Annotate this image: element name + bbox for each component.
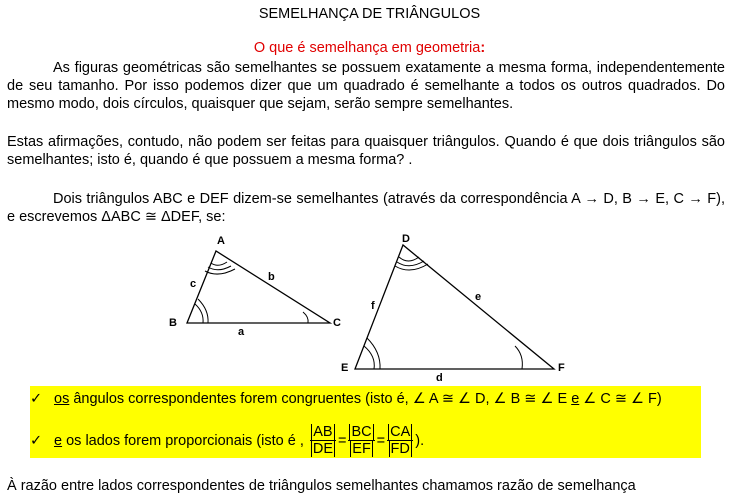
check-icon: ✓ (30, 391, 43, 407)
condition-angles-and: e (571, 391, 580, 407)
ratio-fraction (387, 424, 413, 457)
triangle-def (341, 233, 565, 384)
fraction-numerator: CA (390, 424, 411, 440)
page-title: SEMELHANÇA DE TRIÂNGULOS (258, 6, 481, 22)
side-f-label: f (371, 300, 375, 312)
triangles-figure (160, 228, 580, 388)
ratio-fraction (348, 424, 374, 457)
vertex-f-label: F (558, 362, 565, 374)
vertex-e-label: E (341, 362, 349, 374)
condition-sides-text: os lados forem proporcionais (isto é , (62, 432, 304, 449)
condition-angles-suffix: ∠ C ≅ ∠ F) (579, 391, 662, 407)
triangle-abc (169, 235, 341, 338)
condition-sides-end: ). (415, 432, 425, 449)
ratio-fraction (310, 424, 336, 457)
condition-angles-prefix: os (54, 391, 70, 407)
equals-sign: = (338, 432, 347, 449)
side-a-label: a (238, 326, 245, 338)
side-e-label: e (475, 291, 482, 303)
section-heading (0, 40, 739, 56)
equals-sign: = (376, 432, 386, 449)
fraction-numerator: BC (351, 424, 372, 440)
condition-angles-text: ângulos correspondentes forem congruentes (isto é, ∠ A ≅ ∠ D, ∠ B ≅ ∠ E (69, 391, 572, 407)
vertex-c-label: C (333, 317, 341, 329)
section-heading-colon: : (480, 40, 486, 56)
vertex-a-label: A (217, 235, 225, 247)
paragraph-condition (7, 190, 725, 226)
closing-sentence: À razão entre lados correspondentes de triângulos semelhantes chamamos razão de semelhança (7, 478, 636, 494)
side-d-label: d (436, 372, 443, 384)
fraction-denominator: DE (312, 441, 334, 457)
condition-angles (30, 391, 662, 407)
check-icon: ✓ (30, 432, 43, 449)
paragraph-definition-text: As figuras geométricas são semelhantes se possuem exatamente a mesma forma, independentemente de seu tamanho. Por isso podemos dizer que um quadrado é semelhante a todos os outros quadrados. Do mesmo modo, dois círculos, quaisquer que sejam, serão sempre semelhantes. (7, 60, 725, 112)
vertex-d-label: D (402, 233, 410, 245)
condition-sides (30, 424, 424, 457)
side-c-label: c (190, 278, 197, 290)
section-heading-text: O que é semelhança em geometria (253, 40, 481, 56)
fraction-numerator: AB (313, 424, 333, 440)
paragraph-condition-text: Dois triângulos ABC e DEF dizem-se semelhantes (através da correspondência A → D, B → E, C → F), e escrevemos ΔABC ≅ ΔDEF, se: (7, 191, 725, 225)
vertex-b-label: B (169, 317, 177, 329)
fraction-denominator: EF (352, 441, 371, 457)
paragraph-definition (7, 59, 725, 113)
condition-sides-prefix: e (54, 432, 63, 449)
side-b-label: b (268, 271, 275, 283)
paragraph-question: Estas afirmações, contudo, não podem ser feitas para quaisquer triângulos. Quando é que dois triângulos são semelhantes; isto é, quando é que possuem a mesma forma? . (7, 134, 725, 168)
fraction-denominator: FD (390, 441, 410, 457)
